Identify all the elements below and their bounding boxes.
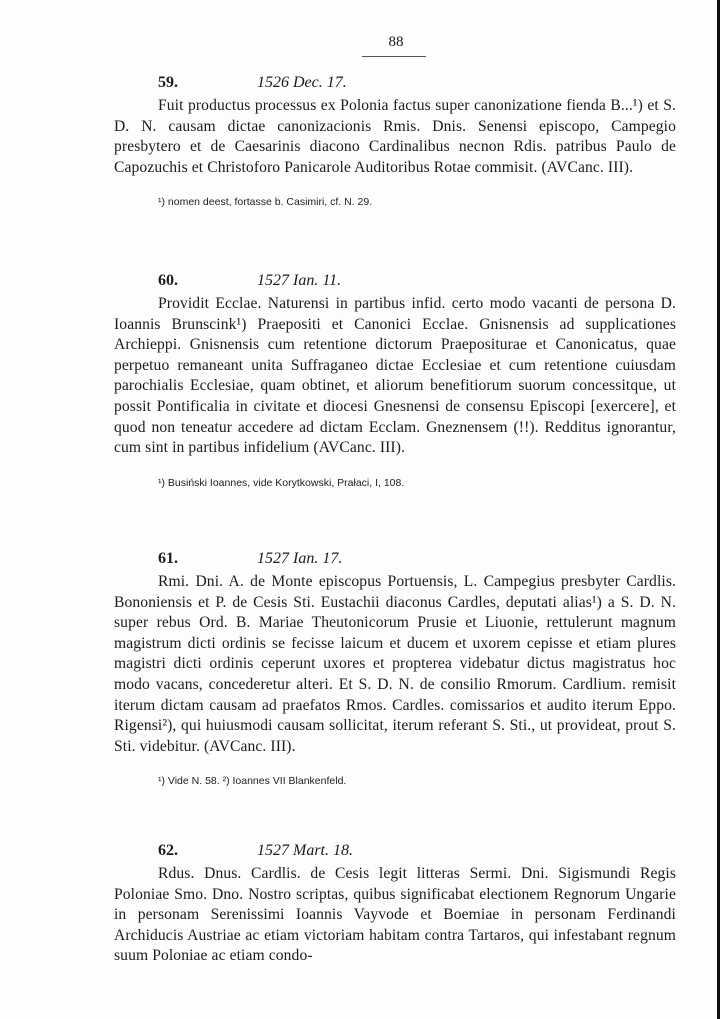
entry-text: Fuit productus processus ex Polonia factus super canonizatione fienda B...¹) et S. D. N. causam dictae canonizacionis Rmis. Dnis. Senensi episcopo, Campegio presbytero et de Caesarinis diacono Cardinalibus necnon Rdis. patribus Paulo de Capozuchis et Christoforo Panicarole Auditoribus Rotae commisit. (AVCanc. III). xyxy=(114,97,676,176)
entry-59 xyxy=(114,74,676,208)
footnote: ¹) Vide N. 58. ²) Ioannes VII Blankenfeld. xyxy=(158,775,347,788)
footnote: ¹) nomen deest, fortasse b. Casimiri, cf. N. 29. xyxy=(158,196,373,209)
entry-61 xyxy=(114,550,676,787)
entry-number: 62. xyxy=(158,842,178,859)
header-rule xyxy=(362,56,426,57)
entry-heading xyxy=(114,74,676,96)
entry-date: 1527 Mart. 18. xyxy=(257,842,353,859)
entry-date: 1527 Ian. 11. xyxy=(257,272,342,289)
entry-60 xyxy=(114,272,676,489)
entry-heading xyxy=(114,550,676,572)
page-number: 88 xyxy=(388,34,404,50)
entry-heading xyxy=(114,272,676,294)
entry-text: Rdus. Dnus. Cardlis. de Cesis legit litteras Sermi. Dni. Sigismundi Regis Poloniae Smo. Dno. Nostro scriptas, quibus significabat electionem Regnorum Ungarie in personam Serenissimi Ioannis Vayvode et Boemiae in personam Ferdinandi Archiducis Austriae ac etiam victoriam habitam contra Tartaros, qui infestabant regnum suum Poloniae ac etiam condo- xyxy=(114,865,676,965)
entry-number: 59. xyxy=(158,74,178,91)
footnote: ¹) Busiński Ioannes, vide Korytkowski, Prałaci, I, 108. xyxy=(158,476,405,489)
entry-heading xyxy=(114,842,676,864)
entry-62 xyxy=(114,842,676,967)
entry-number: 60. xyxy=(158,272,178,289)
entry-date: 1527 Ian. 17. xyxy=(257,550,343,567)
entry-number: 61. xyxy=(158,550,178,567)
entry-text: Providit Ecclae. Naturensi in partibus infid. certo modo vacanti de persona D. Ioannis Brunscink¹) Praepositi et Canonici Ecclae. Gnisnensis ad supplicationes Archieppi. Gnisnensis cum retentione dictorum Praepositurae et Canonicatus, quae perpetuo remaneant unita Suffraganeo dictae Ecclesiae et cum retentione cuiusdam parochialis Ecclesiae, quam obtinet, et aliorum benefitiorum suorum concessitque, ut possit Pontificalia in civitate et diocesi Gnesnensi de consensu Episcopi [exercere], et quod non teneatur accedere ad dictam Ecclam. Gneznensem (!!). Redditus ignorantur, cum sint in partibus infidelium (AVCanc. III). xyxy=(114,295,676,457)
entry-date: 1526 Dec. 17. xyxy=(257,74,347,91)
entry-text: Rmi. Dni. A. de Monte episcopus Portuensis, L. Campegius presbyter Cardlis. Bononiensis et P. de Cesis Sti. Eustachii diaconus Cardles, deputati alias¹) a S. D. N. super rebus Ord. B. Mariae Theutonicorum Prusie et Liuonie, rettulerunt magnum magistrum dicti ordinis se fecisse laicum et ducem et uxorem cepisse et etiam plures magistri dicti ordinis ceperunt uxores et propterea videbatur dictus magistratus hoc modo vacans, concederetur alteri. Et S. D. N. de consilio Rmorum. Cardlium. remisit iterum dictam causam ad praefatos Rmos. Cardles. comissarios et audito iterum Eppo. Rigensi²), qui huiusmodi causam sollicitat, iterum referant S. Sti., ut provideat, prout S. Sti. videbitur. (AVCanc. III). xyxy=(114,573,676,755)
